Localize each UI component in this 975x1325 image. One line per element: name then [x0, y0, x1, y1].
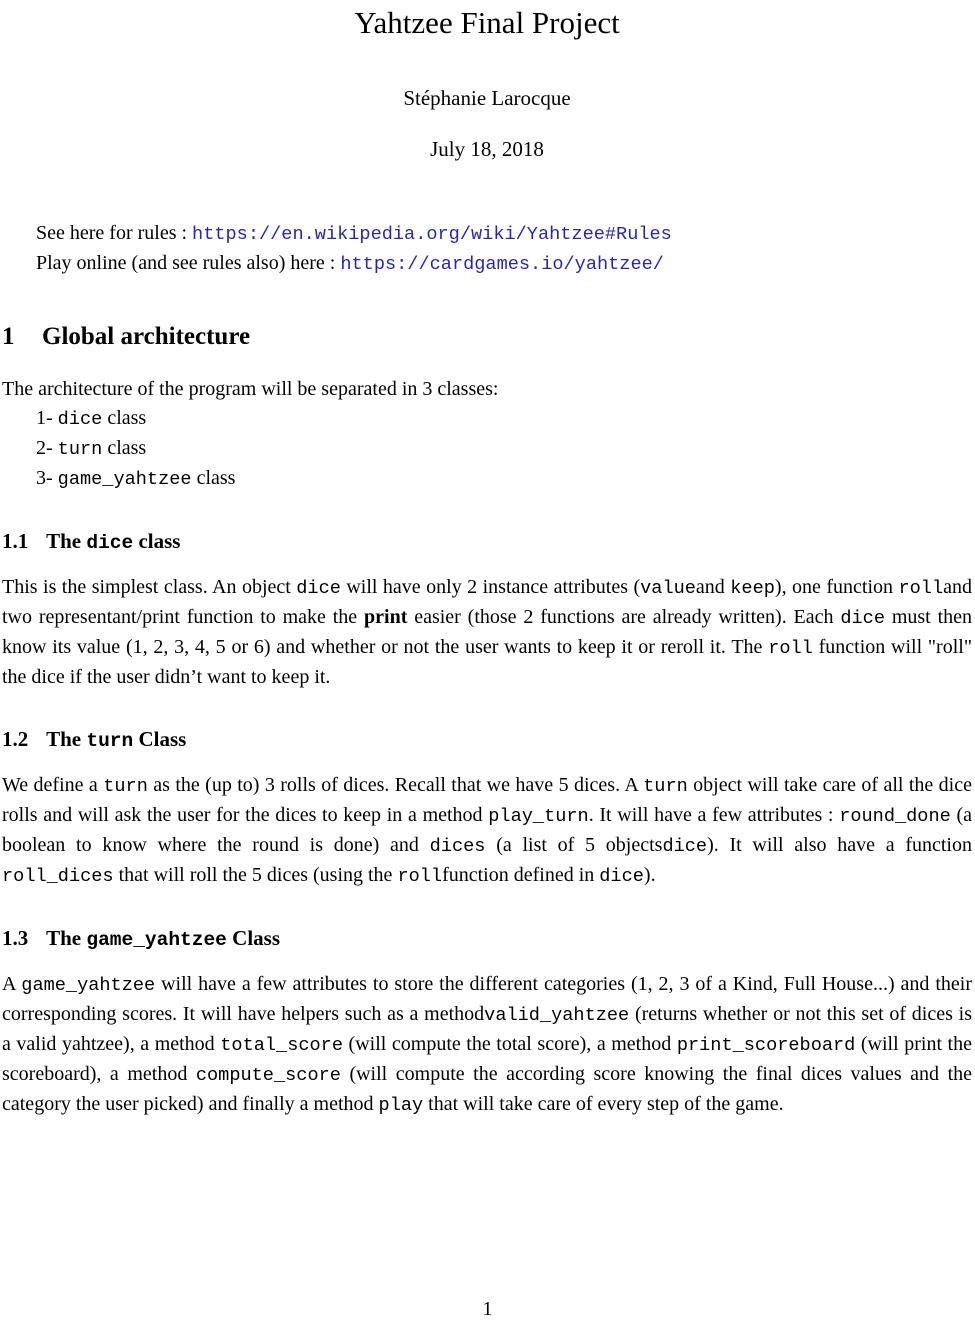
- turn-class-paragraph: [2, 771, 972, 891]
- text-run: total_score: [220, 1035, 343, 1056]
- text-run: (a list of 5 objects: [485, 834, 663, 856]
- text-run: ). It will also have a function: [707, 834, 972, 856]
- text-run: dice: [662, 836, 708, 857]
- text-run: A: [2, 973, 22, 995]
- text-run: We define a: [2, 774, 104, 796]
- subsection-turn-class: [2, 726, 972, 755]
- text-run: . It will have a few attributes :: [588, 804, 840, 826]
- text-run: class: [102, 437, 147, 459]
- text-run: turn: [57, 439, 103, 460]
- text-run: dice: [86, 532, 134, 554]
- text-run: play: [378, 1095, 424, 1116]
- text-run: game_yahtzee: [86, 929, 227, 951]
- text-run: print_scoreboard: [676, 1035, 856, 1056]
- text-run: dices: [429, 836, 486, 857]
- text-run: Play online (and see rules also) here :: [36, 252, 341, 274]
- text-run: This is the simplest class. An object: [2, 576, 297, 598]
- text-run: turn: [103, 776, 148, 797]
- text-run: Global architecture: [42, 323, 251, 350]
- game-yahtzee-class-paragraph: [2, 970, 972, 1120]
- subsection-dice-class: [2, 528, 972, 557]
- section-global-architecture: [2, 321, 972, 353]
- text-run: that will roll the 5 dices (using the: [113, 864, 398, 886]
- text-run: compute_score: [195, 1065, 341, 1086]
- text-run: ), one function: [774, 576, 899, 598]
- text-run: dice: [296, 578, 341, 599]
- text-run: print: [364, 606, 408, 628]
- text-run: The: [46, 727, 87, 751]
- text-run: ).: [643, 864, 656, 886]
- heading-number: 1.1: [2, 529, 29, 553]
- classes-intro-paragraph: [2, 375, 972, 404]
- text-run: as the (up to) 3 rolls of dices. Recall that we have 5 dices. A: [147, 774, 644, 796]
- text-run: roll: [768, 638, 813, 659]
- text-run: function will "roll" the dice if the user didn’t want to keep it.: [2, 636, 972, 688]
- text-run: 2-: [36, 437, 58, 459]
- text-run: Class: [226, 926, 281, 950]
- text-run: dice: [599, 866, 644, 887]
- text-run: keep: [730, 578, 775, 599]
- text-run: The: [46, 529, 87, 553]
- heading-number: 1.2: [2, 727, 29, 751]
- document-author: Stéphanie Larocque: [403, 86, 571, 110]
- text-run: 1-: [36, 407, 58, 429]
- text-run: turn: [643, 776, 688, 797]
- rules-link-line: [2, 219, 972, 249]
- hyperlink[interactable]: https://cardgames.io/yahtzee/: [340, 254, 664, 275]
- heading-number: 1.3: [2, 926, 29, 950]
- text-run: See here for rules :: [36, 222, 193, 244]
- text-run: easier (those 2 functions are already written). Each: [407, 606, 841, 628]
- page-number: 1: [482, 1298, 493, 1320]
- text-run: function defined in: [442, 864, 600, 886]
- text-run: and: [695, 576, 731, 598]
- class-list-item-dice: [2, 404, 972, 434]
- text-run: object will take care of all the dice rolls and will ask the user for the dices to keep in a method: [2, 774, 972, 826]
- text-run: play_turn: [488, 806, 589, 827]
- hyperlink[interactable]: https://en.wikipedia.org/wiki/Yahtzee#Rules: [192, 224, 672, 245]
- class-list-item-turn: [2, 434, 972, 464]
- text-run: class: [133, 529, 181, 553]
- play-online-line: [2, 249, 972, 279]
- subsection-game-yahtzee-class: [2, 925, 972, 954]
- text-run: valid_yahtzee: [484, 1005, 630, 1026]
- text-run: that will take care of every step of the game.: [423, 1093, 784, 1115]
- text-run: (will compute the total score), a method: [343, 1033, 677, 1055]
- text-run: Class: [133, 727, 187, 751]
- text-run: will have a few attributes to store the different categories (1, 2, 3 of a Kind, Full House...) and their corresponding scores. It will have helpers such as a method: [2, 973, 973, 1025]
- heading-number: 1: [2, 323, 15, 350]
- text-run: dice: [57, 409, 103, 430]
- text-run: (will compute the according score knowing the final dices values and the category the user picked) and finally a method: [2, 1063, 972, 1115]
- text-run: (returns whether or not this set of dices is a valid yahtzee), a method: [2, 1003, 972, 1055]
- text-run: dice: [840, 608, 885, 629]
- text-run: The architecture of the program will be separated in 3 classes:: [2, 378, 499, 400]
- text-run: game_yahtzee: [57, 469, 192, 490]
- text-run: roll: [397, 866, 443, 887]
- text-run: turn: [86, 730, 134, 752]
- text-run: (a boolean to know where the round is done) and: [2, 804, 973, 856]
- text-run: round_done: [839, 806, 951, 827]
- document-title: Yahtzee Final Project: [354, 5, 620, 40]
- text-run: roll: [898, 578, 944, 599]
- text-run: must then know its value (1, 2, 3, 4, 5 or 6) and whether or not the user wants to keep it or reroll it. The: [2, 606, 972, 658]
- document-body: [2, 219, 972, 1120]
- dice-class-paragraph: [2, 573, 972, 692]
- text-run: roll_dices: [2, 866, 114, 887]
- text-run: game_yahtzee: [21, 975, 156, 996]
- text-run: class: [191, 467, 236, 489]
- text-run: (will print the scoreboard), a method: [2, 1033, 972, 1085]
- text-run: value: [640, 578, 696, 599]
- text-run: 3-: [36, 467, 58, 489]
- text-run: The: [46, 926, 87, 950]
- document-date: July 18, 2018: [430, 137, 544, 161]
- text-run: and two representant/print function to make the: [2, 576, 972, 628]
- class-list-item-game-yahtzee: [2, 464, 972, 494]
- text-run: will have only 2 instance attributes (: [340, 576, 641, 598]
- text-run: class: [102, 407, 147, 429]
